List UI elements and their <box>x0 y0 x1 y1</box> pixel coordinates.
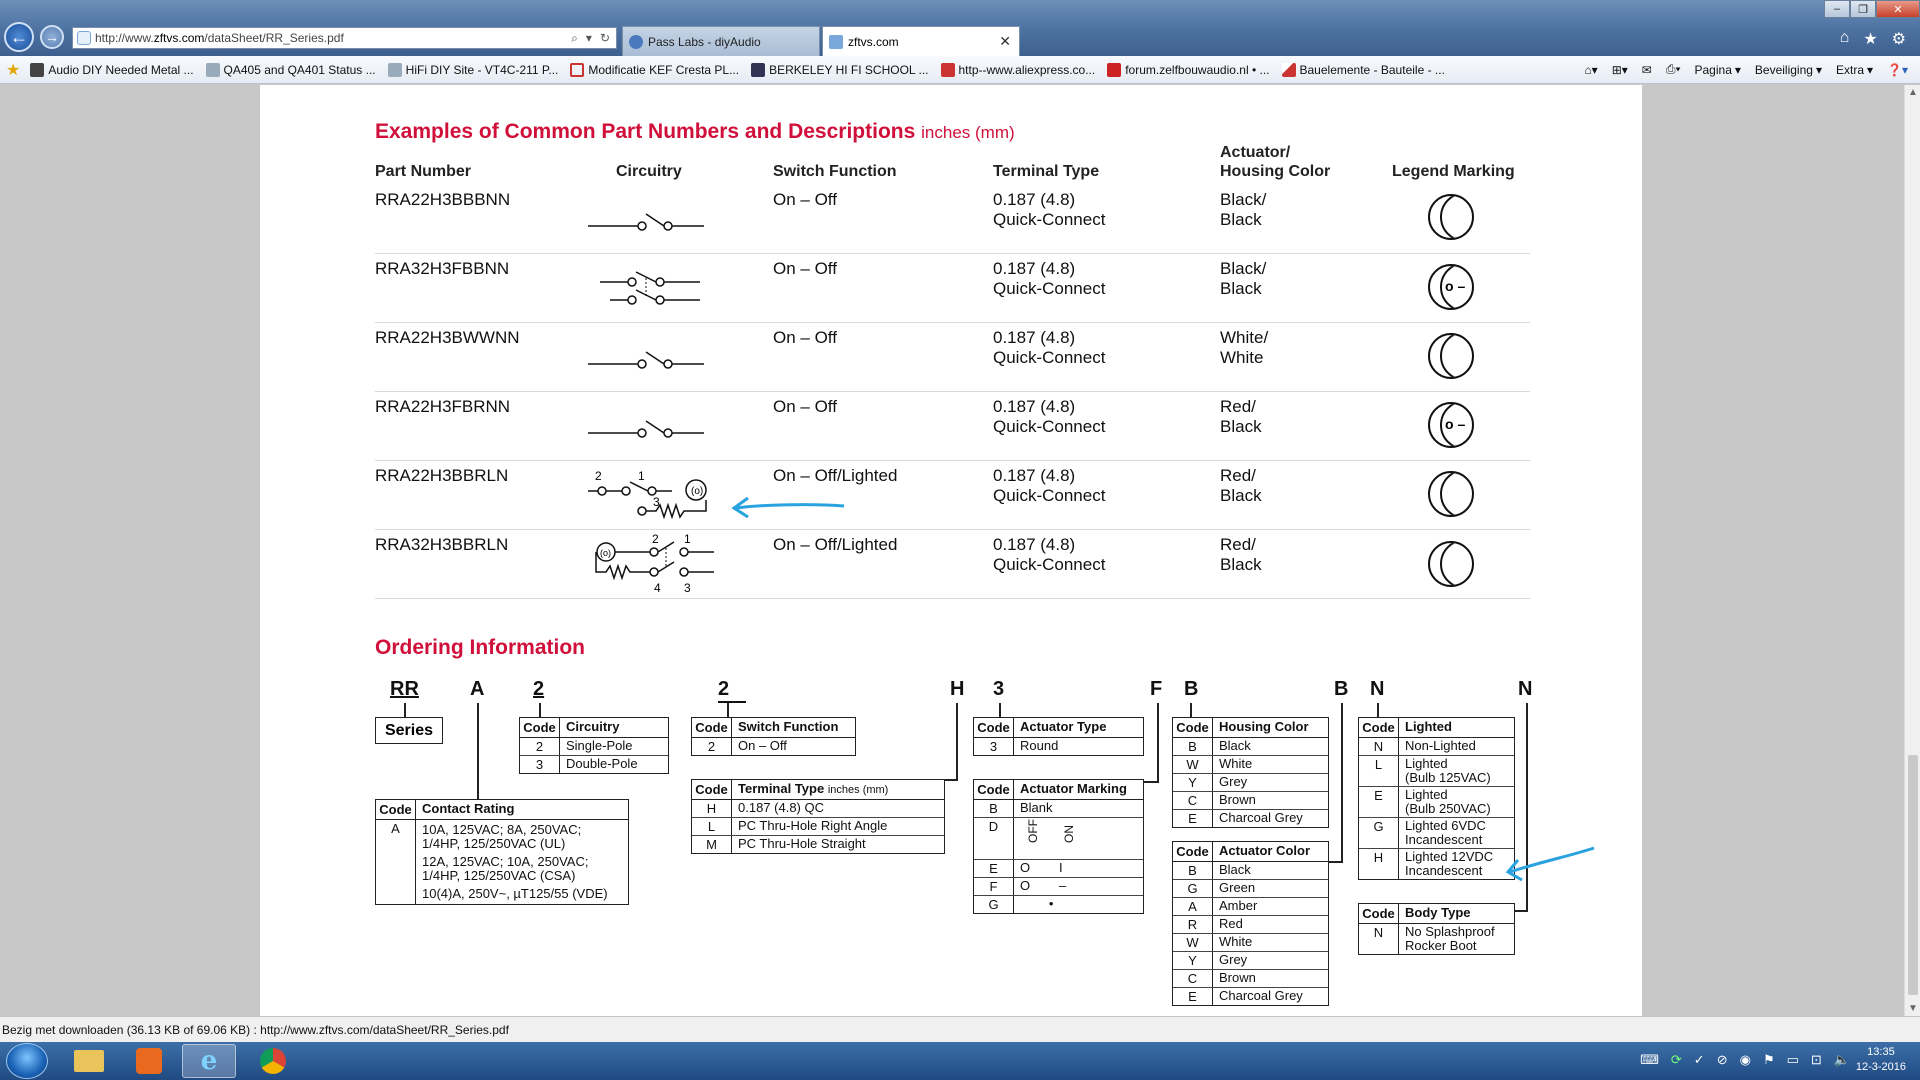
connector-line <box>944 779 958 781</box>
svg-text:(o): (o) <box>691 486 704 497</box>
home-icon[interactable]: ⌂▾ <box>1584 62 1598 77</box>
connector-line <box>477 703 479 799</box>
terminal-type: 0.187 (4.8) Quick-Connect <box>993 535 1106 574</box>
table-row: E Charcoal Grey <box>1173 810 1328 827</box>
examples-heading: Examples of Common Part Numbers and Descriptions inches (mm) <box>375 120 1015 143</box>
rss-icon[interactable]: ⊞▾ <box>1611 62 1628 77</box>
terminal-type: 0.187 (4.8) Quick-Connect <box>993 328 1106 367</box>
table-row: 3 Round <box>974 738 1143 755</box>
favorites-bar <box>0 56 1920 84</box>
table-row: H 0.187 (4.8) QC <box>692 800 944 818</box>
table-row: D OFF ON <box>974 818 1143 860</box>
circuit-single-pole <box>588 206 708 236</box>
internet-explorer-icon: e <box>200 1046 218 1076</box>
maximize-button[interactable]: ❐ <box>1850 0 1876 18</box>
tab-close-icon[interactable]: ✕ <box>999 33 1011 49</box>
table-row: L Lighted (Bulb 125VAC) <box>1359 756 1514 787</box>
sync-icon[interactable]: ⟳ <box>1670 1052 1682 1067</box>
network-tool-icon[interactable]: ✓ <box>1693 1052 1705 1067</box>
ordering-heading: Ordering Information <box>375 636 585 659</box>
url-domain: zftvs.com <box>153 31 205 45</box>
page-icon <box>77 31 91 45</box>
table-row: B Blank <box>974 800 1143 818</box>
status-bar <box>0 1016 1920 1042</box>
connector-line <box>1328 861 1343 863</box>
status-text: Bezig met downloaden (36.13 KB of 69.06 KB) : http://www.zftvs.com/dataSheet/RR_Series.pdf <box>2 1022 509 1037</box>
table-row: G Green <box>1173 880 1328 898</box>
help-icon[interactable]: ❓▾ <box>1887 62 1908 77</box>
table-row: B Black <box>1173 738 1328 756</box>
part-number: RRA22H3BWWNN <box>375 328 520 347</box>
row-divider <box>375 598 1530 599</box>
switch-function: On – Off <box>773 259 837 278</box>
vertical-scrollbar[interactable] <box>1904 85 1920 1016</box>
media-player-icon <box>136 1048 162 1074</box>
switch-function: On – Off/Lighted <box>773 466 898 485</box>
legend-marking-blank <box>1428 194 1474 240</box>
connector-line <box>956 703 958 779</box>
circuit-lighted-single-pole <box>588 468 713 524</box>
folder-icon <box>30 63 44 77</box>
folder-icon <box>74 1050 104 1072</box>
legend-marking-blank <box>1428 471 1474 517</box>
code-letter: B <box>1334 678 1349 700</box>
part-number: RRA32H3FBBNN <box>375 259 510 278</box>
scrollbar-thumb[interactable] <box>1908 755 1918 995</box>
back-arrow-icon: ← <box>10 26 28 47</box>
part-number: RRA32H3BBRLN <box>375 535 509 554</box>
connector-line <box>1157 703 1159 783</box>
circuit-double-pole <box>600 268 710 308</box>
part-number: RRA22H3BBRLN <box>375 466 509 485</box>
clock[interactable]: 13:35 12-3-2016 <box>1855 1046 1906 1073</box>
table-row: A Amber <box>1173 898 1328 916</box>
table-row: G Lighted 6VDC Incandescent <box>1359 818 1514 849</box>
connector-line <box>1341 703 1343 863</box>
favorite-link[interactable]: BERKELEY HI FI SCHOOL ... <box>745 63 934 77</box>
table-row: W White <box>1173 756 1328 774</box>
svg-text:4: 4 <box>654 581 661 595</box>
code-letter: 2 <box>533 678 545 700</box>
tab-label: zftvs.com <box>848 34 899 49</box>
explorer-taskbar-button[interactable] <box>62 1044 116 1078</box>
taskbar <box>0 1042 1920 1080</box>
actuator-marking-table: Code Actuator Marking B Blank D OFF ON E O I F O – G • <box>973 779 1144 914</box>
network-icon[interactable]: ⊡ <box>1810 1052 1822 1067</box>
legend-marking-blank <box>1428 333 1474 379</box>
series-box: Series <box>375 717 443 744</box>
svg-text:3: 3 <box>684 581 691 595</box>
terminal-type: 0.187 (4.8) Quick-Connect <box>993 259 1106 298</box>
home-icon[interactable]: ⌂ <box>1839 29 1850 46</box>
menu-extra[interactable]: Extra ▾ <box>1835 62 1874 77</box>
connector-line <box>999 703 1001 717</box>
favorite-link[interactable]: Bauelemente - Bauteile - ... <box>1276 63 1451 77</box>
forward-arrow-icon: → <box>45 29 59 45</box>
unit-label: inches (mm) <box>921 123 1015 142</box>
connector-line <box>727 703 729 717</box>
part-number: RRA22H3BBBNN <box>375 190 511 209</box>
diyaudio-favicon-icon <box>629 35 643 49</box>
housing-color: Red/ Black <box>1220 535 1262 574</box>
switch-function-table: Code Switch Function 2 On – Off <box>691 717 856 756</box>
tab-pass-labs[interactable] <box>622 26 820 56</box>
housing-color-table: Code Housing Color B Black W White Y Grey C Brown E Charcoal Grey <box>1172 717 1329 828</box>
menu-pagina[interactable]: Pagina ▾ <box>1694 62 1741 77</box>
legend-marking-blank <box>1428 541 1474 587</box>
favorite-link[interactable]: Modificatie KEF Cresta PL... <box>564 63 745 77</box>
table-row: R Red <box>1173 916 1328 934</box>
settings-gear-icon[interactable]: ⚙ <box>1891 31 1906 48</box>
page-icon <box>388 63 402 77</box>
url-path: /dataSheet/RR_Series.pdf <box>204 31 344 45</box>
page-icon <box>751 63 765 77</box>
forum-icon <box>1107 63 1121 77</box>
internet-explorer-taskbar-button[interactable] <box>182 1044 236 1078</box>
chrome-icon <box>260 1048 286 1074</box>
circuitry-table: Code Circuitry 2 Single-Pole 3 Double-Pole <box>519 717 669 774</box>
col-terminal-type: Terminal Type <box>993 163 1100 180</box>
table-row: F O – <box>974 878 1143 896</box>
page-icon <box>570 63 584 77</box>
circuit-single-pole <box>588 413 708 443</box>
housing-color: Black/ Black <box>1220 190 1267 229</box>
page-icon <box>1282 63 1296 77</box>
code-letter: F <box>1150 678 1163 700</box>
chrome-taskbar-button[interactable] <box>246 1044 300 1078</box>
connector-line <box>1143 781 1159 783</box>
favorite-link[interactable]: Audio DIY Needed Metal ... <box>24 63 199 77</box>
connector-line <box>539 703 541 717</box>
search-icon[interactable]: ⌕ <box>571 30 578 45</box>
row-divider <box>375 529 1530 530</box>
circuit-lighted-double-pole <box>586 530 718 596</box>
page-favicon-icon <box>829 35 843 49</box>
code-letter: N <box>1518 678 1533 700</box>
forward-button[interactable] <box>40 25 64 49</box>
col-actuator-color: Actuator/ Housing Color <box>1220 144 1331 180</box>
aliexpress-icon <box>941 63 955 77</box>
terminal-type: 0.187 (4.8) Quick-Connect <box>993 190 1106 229</box>
table-row: E Lighted (Bulb 250VAC) <box>1359 787 1514 818</box>
favorites-star-icon[interactable]: ★ <box>6 61 21 79</box>
legend-marking-o-dash: o – <box>1428 402 1474 448</box>
blue-annotation-arrow <box>1500 842 1600 884</box>
lighted-table: Code Lighted N Non-Lighted L Lighted (Bulb 125VAC) E Lighted (Bulb 250VAC) G Lighted 6VDC Incandescent H Lighted 12VDC Incandescent <box>1358 717 1515 880</box>
svg-text:3: 3 <box>653 495 660 509</box>
switch-function: On – Off/Lighted <box>773 535 898 554</box>
svg-text:2: 2 <box>652 532 659 546</box>
table-row: N Non-Lighted <box>1359 738 1514 756</box>
favorites-star-icon[interactable]: ★ <box>1863 31 1878 48</box>
actuator-color-table: Code Actuator Color B Black G Green A Amber R Red W White Y Grey C Brown E Charcoal Grey <box>1172 841 1329 1006</box>
table-row: H Lighted 12VDC Incandescent <box>1359 849 1514 879</box>
close-window-button[interactable]: ✕ <box>1876 0 1920 18</box>
refresh-icon[interactable]: ↻ <box>599 30 610 45</box>
antivirus-icon[interactable]: ⊘ <box>1716 1052 1728 1067</box>
table-row: W White <box>1173 934 1328 952</box>
table-row: G • <box>974 896 1143 913</box>
volume-icon[interactable]: 🔈 <box>1833 1052 1850 1067</box>
switch-function: On – Off <box>773 328 837 347</box>
row-divider <box>375 460 1530 461</box>
housing-color: Red/ Black <box>1220 397 1262 436</box>
favorite-link[interactable]: HiFi DIY Site - VT4C-211 P... <box>382 63 565 77</box>
favorite-link[interactable]: forum.zelfbouwaudio.nl • ... <box>1101 63 1275 77</box>
code-letter: RR <box>390 678 419 700</box>
table-row: M PC Thru-Hole Straight <box>692 836 944 853</box>
housing-color: Black/ Black <box>1220 259 1267 298</box>
col-switch-function: Switch Function <box>773 163 897 180</box>
scroll-up-icon[interactable]: ▲ <box>1908 87 1918 98</box>
row-divider <box>375 391 1530 392</box>
terminal-type: 0.187 (4.8) Quick-Connect <box>993 397 1106 436</box>
table-row: B Black <box>1173 862 1328 880</box>
code-letter: 2 <box>718 678 746 703</box>
connector-line <box>1377 703 1379 717</box>
actuator-type-table: Code Actuator Type 3 Round <box>973 717 1144 756</box>
col-legend-marking: Legend Marking <box>1392 163 1515 180</box>
system-tray <box>1640 1052 1850 1068</box>
tab-label: Pass Labs - diyAudio <box>648 34 761 49</box>
content-area <box>0 85 1904 1016</box>
favorite-link[interactable]: http--www.aliexpress.co... <box>935 63 1102 77</box>
svg-text:1: 1 <box>684 532 691 546</box>
scroll-down-icon[interactable]: ▼ <box>1908 1003 1918 1014</box>
favorite-link[interactable]: QA405 and QA401 Status ... <box>200 63 382 77</box>
code-letter: A <box>470 678 485 700</box>
switch-function: On – Off <box>773 190 837 209</box>
svg-text:(o): (o) <box>600 548 611 558</box>
media-player-taskbar-button[interactable] <box>122 1044 176 1078</box>
terminal-type: 0.187 (4.8) Quick-Connect <box>993 466 1106 505</box>
row-divider <box>375 322 1530 323</box>
contact-rating-table: Code Contact Rating A 10A, 125VAC; 8A, 250VAC; 1/4HP, 125/250VAC (UL) 12A, 125VAC; 10A, 250VAC; 1/4HP, 125/250VAC (CSA) 10(4)A, 250V~, µT125/55 (VDE) <box>375 799 629 905</box>
svg-text:1: 1 <box>638 469 645 483</box>
address-bar[interactable] <box>72 27 617 49</box>
code-letter: B <box>1184 678 1199 700</box>
table-row: 2 On – Off <box>692 738 855 755</box>
dropdown-icon[interactable]: ▾ <box>585 30 592 45</box>
table-row: C Brown <box>1173 792 1328 810</box>
table-row: N No Splashproof Rocker Boot <box>1359 924 1514 954</box>
circuit-single-pole <box>588 344 708 374</box>
keyboard-icon[interactable]: ⌨ <box>1640 1052 1659 1067</box>
switch-function: On – Off <box>773 397 837 416</box>
col-part-number: Part Number <box>375 163 472 180</box>
table-row: C Brown <box>1173 970 1328 988</box>
housing-color: White/ White <box>1220 328 1269 367</box>
print-icon[interactable]: ⎙▾ <box>1665 62 1681 76</box>
minimize-button[interactable]: – <box>1824 0 1850 18</box>
connector-line <box>1514 910 1528 912</box>
url-prefix: http://www. <box>95 31 154 45</box>
connector-line <box>404 703 406 717</box>
connector-line <box>1190 703 1192 717</box>
code-letter: 3 <box>993 678 1005 700</box>
code-letter: N <box>1370 678 1385 700</box>
wifi-icon[interactable]: ◉ <box>1739 1052 1751 1067</box>
flag-icon[interactable]: ⚑ <box>1762 1052 1775 1067</box>
mail-icon[interactable]: ✉ <box>1641 62 1652 77</box>
part-number: RRA22H3FBRNN <box>375 397 511 416</box>
table-row: E Charcoal Grey <box>1173 988 1328 1005</box>
legend-marking-o-dash: o – <box>1428 264 1474 310</box>
row-divider <box>375 253 1530 254</box>
table-row: Y Grey <box>1173 774 1328 792</box>
table-row: L PC Thru-Hole Right Angle <box>692 818 944 836</box>
col-circuitry: Circuitry <box>616 163 682 180</box>
tab-zftvs[interactable] <box>822 26 1020 56</box>
code-letter: H <box>950 678 965 700</box>
back-button[interactable] <box>4 22 34 52</box>
page-icon <box>206 63 220 77</box>
body-type-table: Code Body Type N No Splashproof Rocker Boot <box>1358 903 1515 955</box>
start-button[interactable] <box>6 1043 48 1079</box>
table-row: 3 Double-Pole <box>520 756 668 773</box>
terminal-type-table: Code Terminal Type inches (mm) H 0.187 (4.8) QC L PC Thru-Hole Right Angle M PC Thru-Hole Straight <box>691 779 945 854</box>
table-row: Y Grey <box>1173 952 1328 970</box>
housing-color: Red/ Black <box>1220 466 1262 505</box>
menu-beveiliging[interactable]: Beveiliging ▾ <box>1754 62 1822 77</box>
svg-text:2: 2 <box>595 469 602 483</box>
table-row: E O I <box>974 860 1143 878</box>
blue-annotation-arrow <box>728 490 848 520</box>
table-row: 2 Single-Pole <box>520 738 668 756</box>
browser-title-bar <box>0 0 1920 56</box>
monitor-icon[interactable]: ▭ <box>1786 1052 1799 1067</box>
